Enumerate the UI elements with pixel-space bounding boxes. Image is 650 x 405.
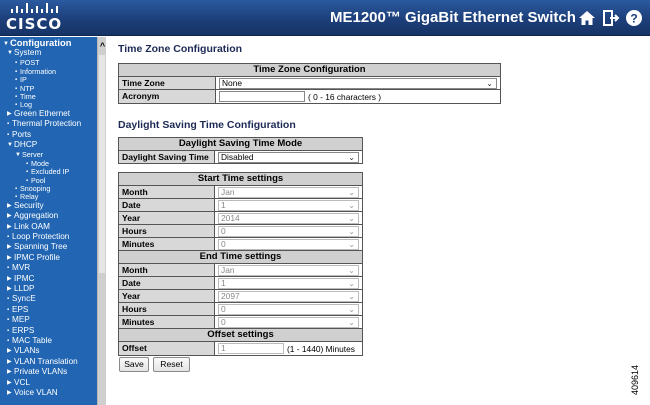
sidebar-item-label: IPMC (14, 273, 35, 283)
sidebar-item-label: Configuration (10, 37, 72, 48)
bullet-icon: ▪ (15, 186, 18, 192)
sidebar-item[interactable] (7, 367, 67, 376)
collapsed-arrow-icon: ▶ (7, 244, 12, 251)
sidebar-item-label: Ports (12, 129, 32, 139)
end-hours-label: Hours (119, 303, 215, 316)
start-date-select[interactable]: 1 ⌄ (218, 200, 359, 211)
end-year-label: Year (119, 290, 215, 303)
sidebar-splitter[interactable] (97, 37, 106, 405)
sidebar-item-label: VLANs (14, 346, 40, 356)
bullet-icon: ▪ (7, 131, 10, 138)
sidebar-item[interactable] (7, 346, 39, 355)
sidebar-item-label: Green Ethernet (14, 108, 70, 118)
sidebar-item-label: Pool (31, 175, 46, 185)
svg-text:?: ? (630, 11, 638, 26)
top-header (0, 0, 650, 36)
chevron-down-icon: ⌄ (348, 200, 355, 210)
sidebar-item-label: DHCP (14, 140, 38, 149)
sidebar-item-label: VLAN Translation (14, 356, 78, 366)
sidebar-item-label: VCL (14, 377, 30, 387)
sidebar-item[interactable] (7, 357, 78, 366)
sidebar-item[interactable] (7, 130, 31, 139)
sidebar-item[interactable] (7, 109, 70, 118)
sidebar-item-label: Thermal Protection (12, 119, 82, 129)
offset-input[interactable]: 1 (218, 343, 284, 354)
sidebar-item[interactable] (7, 242, 67, 251)
end-date-select[interactable]: 1 ⌄ (218, 278, 359, 289)
sidebar-item-label: Server (22, 150, 44, 160)
sidebar-item-label: Log (20, 100, 32, 110)
scrollbar-thumb[interactable] (99, 55, 105, 273)
sidebar-item[interactable] (7, 274, 34, 283)
cisco-bars-icon (10, 3, 60, 14)
brand-text: CISCO (6, 15, 63, 33)
bullet-icon: ▪ (15, 77, 18, 84)
sidebar-item-label: Snooping (20, 184, 51, 193)
collapsed-arrow-icon: ▶ (7, 390, 12, 396)
sidebar-item[interactable] (7, 232, 69, 241)
sidebar-item-label: Loop Protection (12, 232, 70, 241)
end-month-label: Month (119, 264, 215, 277)
help-icon[interactable] (625, 9, 643, 27)
sidebar-item-label: System (14, 48, 42, 57)
end-minutes-select[interactable]: 0 ⌄ (218, 317, 359, 328)
tz-heading: Time Zone Configuration (118, 43, 243, 55)
bullet-icon: ▪ (7, 234, 10, 240)
end-date-label: Date (119, 277, 215, 290)
sidebar-item-label: MAC Table (12, 336, 52, 345)
collapsed-arrow-icon: ▶ (7, 348, 12, 355)
sidebar-item-label: Time (20, 92, 36, 101)
collapsed-arrow-icon: ▶ (7, 213, 12, 220)
sidebar-item-label: Aggregation (14, 211, 59, 221)
offset-label: Offset (119, 342, 215, 356)
sidebar-item[interactable] (7, 315, 30, 324)
collapse-arrow-icon[interactable]: ^ (99, 41, 106, 51)
collapsed-arrow-icon: ▶ (7, 223, 12, 230)
timezone-label: Time Zone (119, 77, 216, 90)
expanded-arrow-icon: ▼ (7, 50, 13, 56)
chevron-down-icon: ⌄ (486, 78, 493, 88)
start-month-label: Month (119, 186, 215, 199)
sidebar-item[interactable] (3, 37, 71, 48)
dst-mode-title: Daylight Saving Time Mode (119, 138, 363, 151)
dst-mode-label: Daylight Saving Time (119, 151, 215, 164)
start-month-select[interactable]: Jan ⌄ (218, 187, 359, 198)
dst-mode-select[interactable]: Disabled ⌄ (218, 152, 359, 163)
chevron-down-icon: ⌄ (348, 291, 355, 301)
bullet-icon: ▪ (7, 121, 10, 128)
chevron-down-icon: ⌄ (348, 317, 355, 327)
sidebar-item[interactable] (7, 378, 30, 387)
sidebar-item-label: Private VLANs (14, 367, 68, 377)
sidebar-item-label: MEP (12, 315, 30, 325)
figure-id: 409614 (630, 364, 640, 395)
bullet-icon: ▪ (15, 194, 18, 201)
sidebar-item[interactable] (7, 263, 30, 272)
sidebar-item-label: NTP (20, 83, 35, 93)
bullet-icon: ▪ (15, 68, 18, 75)
bullet-icon: ▪ (7, 296, 10, 303)
end-minutes-label: Minutes (119, 316, 215, 329)
dst-heading: Daylight Saving Time Configuration (118, 119, 296, 131)
timezone-select[interactable]: None ⌄ (219, 78, 497, 89)
page-title: ME1200™ GigaBit Ethernet Switch (330, 9, 576, 26)
tz-table (118, 63, 501, 104)
sidebar-item-label: SyncE (12, 294, 36, 304)
sidebar-item-label: IPMC Profile (14, 252, 60, 262)
chevron-down-icon: ⌄ (348, 265, 355, 275)
start-minutes-label: Minutes (119, 238, 215, 251)
sidebar-item[interactable] (7, 201, 44, 210)
acronym-hint: ( 0 - 16 characters ) (308, 91, 382, 102)
sidebar-item-label: ERPS (12, 325, 35, 335)
collapsed-arrow-icon: ▶ (7, 254, 12, 261)
bullet-icon: ▪ (7, 338, 10, 344)
end-hours-select[interactable]: 0 ⌄ (218, 304, 359, 315)
chevron-down-icon: ⌄ (348, 304, 355, 314)
sidebar-nav (0, 37, 97, 405)
bullet-icon: ▪ (15, 102, 18, 109)
sidebar-item[interactable] (7, 48, 41, 57)
collapsed-arrow-icon: ▶ (7, 110, 12, 117)
expanded-arrow-icon: ▼ (7, 142, 13, 148)
chevron-down-icon: ⌄ (348, 213, 355, 223)
start-date-label: Date (119, 199, 215, 212)
sidebar-item-label: Relay (20, 192, 39, 202)
tz-table-title: Time Zone Configuration (119, 64, 501, 77)
home-icon[interactable] (578, 9, 596, 27)
collapsed-arrow-icon: ▶ (7, 202, 12, 209)
sidebar-item[interactable] (7, 253, 60, 262)
sidebar-item[interactable] (7, 294, 36, 303)
bullet-icon: ▪ (15, 60, 18, 67)
main-content (107, 37, 650, 405)
sidebar-item-label: Link OAM (14, 221, 50, 231)
start-year-label: Year (119, 212, 215, 225)
sidebar-item-label: LLDP (14, 284, 35, 293)
sidebar-item[interactable] (7, 140, 37, 149)
bullet-icon: ▪ (26, 169, 29, 176)
sidebar-item[interactable] (7, 119, 81, 128)
start-minutes-select[interactable]: 0 ⌄ (218, 239, 359, 250)
logout-icon[interactable] (602, 9, 620, 27)
sidebar-item[interactable] (7, 326, 34, 335)
sidebar-item-label: Excluded IP (31, 167, 70, 177)
sidebar-item[interactable] (7, 388, 58, 397)
collapsed-arrow-icon: ▶ (7, 358, 12, 365)
expanded-arrow-icon: ▼ (3, 41, 9, 47)
bullet-icon: ▪ (7, 327, 10, 334)
sidebar-item-label: Security (14, 200, 44, 210)
bullet-icon: ▪ (26, 177, 29, 184)
cisco-logo (6, 3, 62, 33)
collapsed-arrow-icon: ▶ (7, 275, 12, 282)
start-hours-label: Hours (119, 225, 215, 238)
start-hours-select[interactable]: 0 ⌄ (218, 226, 359, 237)
bullet-icon: ▪ (26, 160, 29, 167)
acronym-input[interactable] (219, 91, 305, 102)
sidebar-item-label: Mode (31, 158, 49, 168)
chevron-down-icon: ⌄ (348, 187, 355, 197)
sidebar-item[interactable] (7, 222, 50, 231)
offset-hint: (1 - 1440) Minutes (287, 343, 355, 354)
sidebar-item-label: IP (20, 75, 27, 85)
dst-mode-table (118, 137, 363, 164)
sidebar-item-label: Information (20, 66, 56, 76)
end-month-select[interactable]: Jan ⌄ (218, 265, 359, 276)
chevron-down-icon: ⌄ (348, 278, 355, 288)
sidebar-item-label: POST (20, 58, 40, 68)
chevron-down-icon: ⌄ (348, 152, 355, 162)
reset-button[interactable]: Reset (153, 357, 190, 372)
end-time-title: End Time settings (119, 251, 363, 264)
sidebar-item[interactable] (7, 211, 58, 220)
bullet-icon: ▪ (7, 265, 10, 272)
sidebar-item-label: Spanning Tree (14, 242, 68, 252)
sidebar-item-label: MVR (12, 263, 31, 273)
sidebar-item[interactable] (7, 336, 52, 345)
collapsed-arrow-icon: ▶ (7, 286, 12, 292)
sidebar-item[interactable] (7, 284, 34, 293)
expanded-arrow-icon: ▼ (15, 152, 21, 159)
sidebar-item[interactable] (7, 305, 28, 314)
end-year-select[interactable]: 2097 ⌄ (218, 291, 359, 302)
dst-settings-table (118, 172, 363, 356)
collapsed-arrow-icon: ▶ (7, 369, 12, 376)
chevron-down-icon: ⌄ (348, 226, 355, 236)
offset-title: Offset settings (119, 329, 363, 342)
start-time-title: Start Time settings (119, 173, 363, 186)
bullet-icon: ▪ (7, 317, 10, 324)
bullet-icon: ▪ (7, 306, 10, 313)
sidebar-item-label: EPS (12, 304, 29, 314)
sidebar-item-label: Voice VLAN (14, 388, 58, 397)
acronym-label: Acronym (119, 90, 216, 104)
start-year-select[interactable]: 2014 ⌄ (218, 213, 359, 224)
collapsed-arrow-icon: ▶ (7, 379, 12, 386)
chevron-down-icon: ⌄ (348, 239, 355, 249)
bullet-icon: ▪ (15, 85, 18, 92)
bullet-icon: ▪ (15, 94, 18, 100)
save-button[interactable]: Save (119, 357, 149, 372)
